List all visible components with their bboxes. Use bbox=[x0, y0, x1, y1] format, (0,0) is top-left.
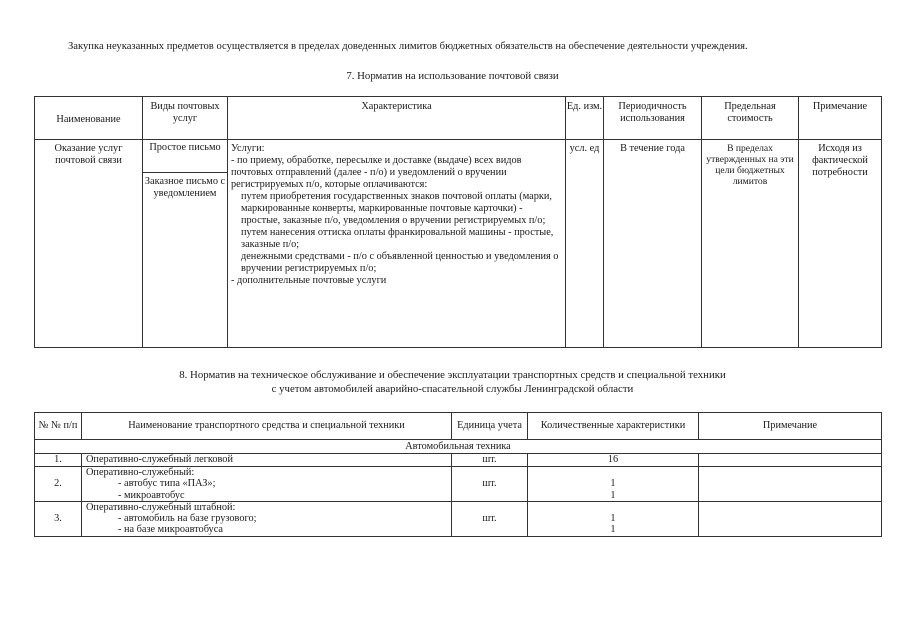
desc-line: путем нанесения оттиска оплаты франкировальной машины - простые, заказные п/о; bbox=[241, 227, 554, 250]
header-note: Примечание bbox=[799, 97, 882, 140]
group-label: Автомобильная техника bbox=[35, 440, 882, 454]
header-unit: Единица учета bbox=[452, 413, 528, 440]
header-name: Наименование bbox=[35, 97, 143, 140]
desc-line: - дополнительные почтовые услуги bbox=[231, 275, 387, 286]
header-note: Примечание bbox=[699, 413, 882, 440]
service-note: Исходя из фактической потребности bbox=[799, 140, 882, 348]
table-row bbox=[35, 501, 882, 536]
vehicle-note bbox=[699, 501, 882, 536]
vehicle-note bbox=[699, 467, 882, 502]
vehicle-qty bbox=[528, 467, 699, 502]
service-kinds bbox=[143, 140, 228, 348]
transport-norm-table bbox=[34, 412, 882, 537]
group-row bbox=[35, 440, 882, 454]
table-row bbox=[35, 467, 882, 502]
vehicle-sub-qty: 1 bbox=[610, 513, 616, 525]
vehicle-qty: 16 bbox=[528, 454, 699, 467]
table-row bbox=[35, 140, 882, 348]
header-kinds: Виды почтовых услуг bbox=[143, 97, 228, 140]
vehicle-sub-name: - автомобиль на базе грузового; bbox=[118, 513, 257, 525]
postal-norm-table bbox=[34, 96, 882, 348]
vehicle-group-name: Оперативно-служебный штабной: bbox=[86, 501, 236, 513]
desc-line: Услуги: bbox=[231, 143, 265, 154]
vehicle-sub-name: - на базе микроавтобуса bbox=[118, 524, 223, 536]
table-header-row bbox=[35, 97, 882, 140]
vehicle-sub-qty: 1 bbox=[610, 478, 616, 490]
intro-paragraph: Закупка неуказанных предметов осуществляется в пределах доведенных лимитов бюджетных обязательств на обеспечение деятельности учреждения. bbox=[68, 41, 748, 52]
vehicle-sub-qty: 1 bbox=[610, 524, 616, 536]
header-num: № № п/п bbox=[35, 413, 82, 440]
service-max-cost: В пределах утвержденных на эти цели бюджетных лимитов bbox=[702, 140, 799, 348]
header-characteristic: Характеристика bbox=[228, 97, 566, 140]
vehicle-name bbox=[82, 501, 452, 536]
vehicle-sub-qty: 1 bbox=[610, 489, 616, 501]
header-quantity: Количественные характеристики bbox=[528, 413, 699, 440]
table-row bbox=[35, 454, 882, 467]
table-header-row bbox=[35, 413, 882, 440]
section-7-title: 7. Норматив на использование почтовой связи bbox=[346, 70, 559, 82]
kind-simple-letter: Простое письмо bbox=[143, 140, 227, 173]
header-unit: Ед. изм. bbox=[566, 97, 604, 140]
vehicle-qty bbox=[528, 501, 699, 536]
vehicle-note bbox=[699, 454, 882, 467]
vehicle-unit: шт. bbox=[452, 467, 528, 502]
row-num: 3. bbox=[35, 501, 82, 536]
row-num: 2. bbox=[35, 467, 82, 502]
vehicle-name bbox=[82, 467, 452, 502]
vehicle-name: Оперативно-служебный легковой bbox=[82, 454, 452, 467]
vehicle-unit: шт. bbox=[452, 501, 528, 536]
kind-registered-letter: Заказное письмо с уведомлением bbox=[144, 176, 226, 199]
service-characteristic bbox=[228, 140, 566, 348]
section-8-title-line-1: 8. Норматив на техническое обслуживание и обеспечение эксплуатации транспортных средств и специальной техники bbox=[179, 369, 726, 381]
vehicle-group-name: Оперативно-служебный: bbox=[86, 467, 195, 478]
header-periodicity: Периодичность использования bbox=[604, 97, 702, 140]
header-max-cost: Предельная стоимость bbox=[702, 97, 799, 140]
service-periodicity: В течение года bbox=[604, 140, 702, 348]
vehicle-sub-name: - микроавтобус bbox=[118, 489, 185, 501]
header-vehicle-name: Наименование транспортного средства и специальной техники bbox=[82, 413, 452, 440]
desc-line: денежными средствами - п/о с объявленной ценностью и уведомления о вручении регистрируемых п/о; bbox=[241, 251, 559, 274]
vehicle-unit: шт. bbox=[452, 454, 528, 467]
service-unit: усл. ед bbox=[566, 140, 604, 348]
desc-line: путем приобретения государственных знаков почтовой оплаты (марки, маркированные конверты, маркированные почтовые карточки) - простые, заказные п/о, уведомления о вручении регистрируемых п/о; bbox=[241, 191, 552, 226]
service-name: Оказание услуг почтовой связи bbox=[35, 140, 143, 348]
desc-line: - по приему, обработке, пересылке и доставке (выдаче) всех видов почтовых отправлений (далее - п/о) и уведомлений о вручении регистрируемых п/о, которые оплачиваются: bbox=[231, 155, 522, 190]
row-num: 1. bbox=[35, 454, 82, 467]
section-8-title-line-2: с учетом автомобилей аварийно-спасательной службы Ленинградской области bbox=[271, 383, 634, 395]
vehicle-sub-name: - автобус типа «ПАЗ»; bbox=[118, 478, 216, 490]
